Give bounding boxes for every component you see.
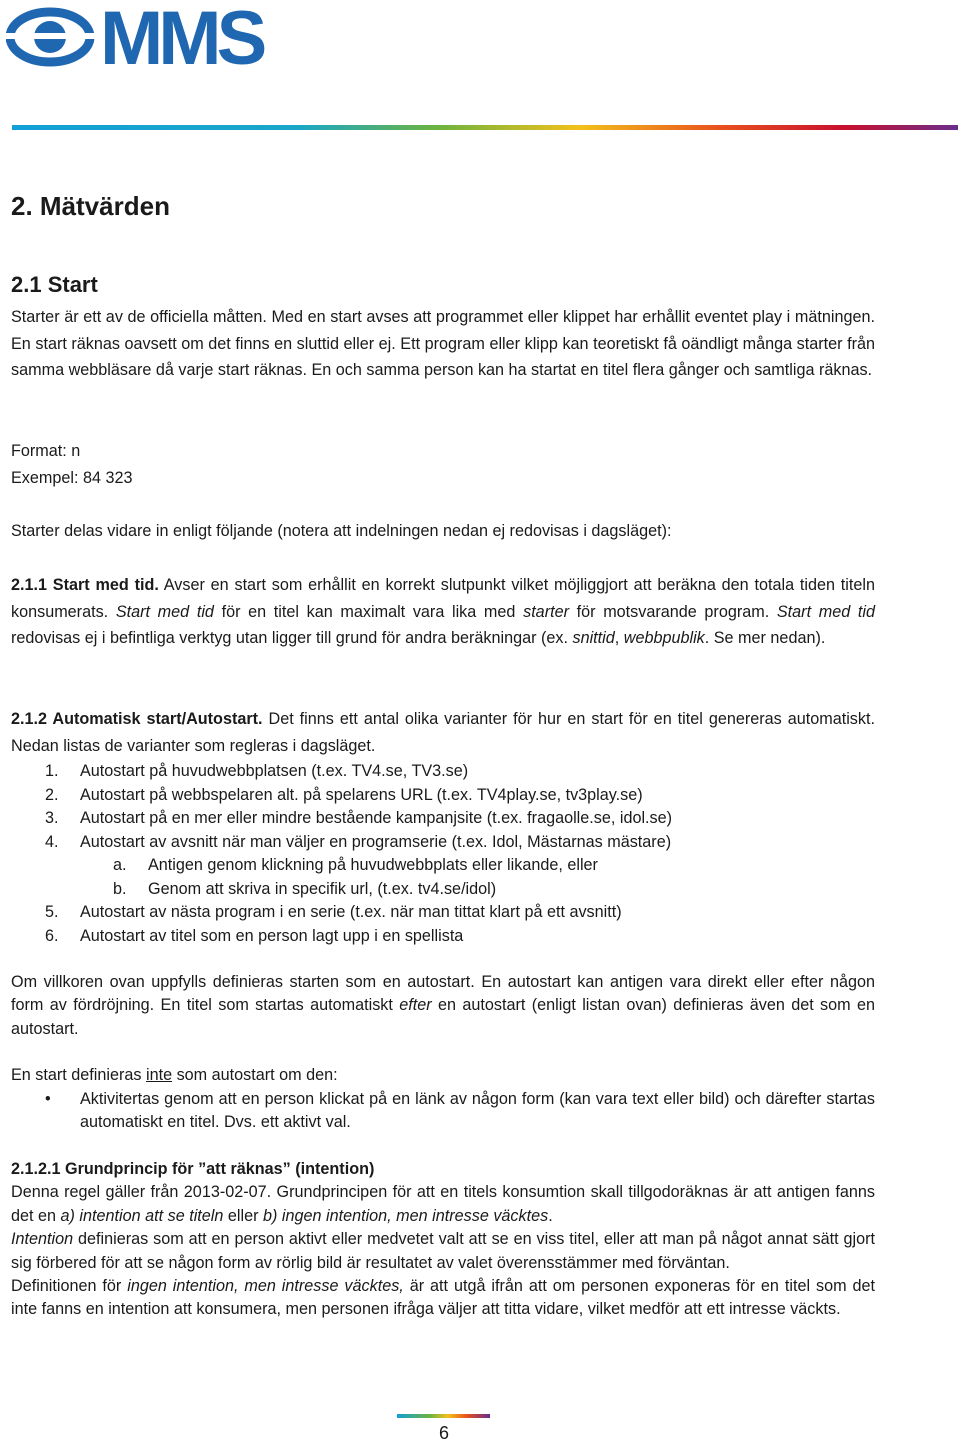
section-2-1-2-1-title: 2.1.2.1 Grundprincip för ”att räknas” (intention) — [11, 1160, 375, 1178]
list-subitem: a. Antigen genom klickning på huvudwebbplats eller likande, eller — [113, 856, 598, 874]
list-item: 2. Autostart på webbspelaren alt. på spelarens URL (t.ex. TV4play.se, tv3play.se) — [45, 785, 643, 804]
section-2-1-2-1: 2.1.2.1 Grundprincip för ”att räknas” (intention) Denna regel gäller från 2013-02-07. Grundprincipen för att en titels konsumtion skall tillgodoräknas är att antigen fanns det en a) intention att se titeln eller b) ingen intention, men intresse väcktes. Intention definieras som att en person aktivt eller medvetet valt att se en viss titel, eller att man på något annat sätt gjort sig förbered för att se någon form av rörlig bild är resultatet av valet överensstämmer med förväntan. Definitionen för ingen intention, men intresse väcktes, är att utgå ifrån att om personen exponeras för en titel som det inte fanns en intention att konsumera, men personen ifråga väljer att titta vidare, vilket medför att ett intresse väckts. — [11, 1160, 875, 1319]
split-intro: Starter delas vidare in enligt följande (notera att indelningen nedan ej redovisas i dagsläget): — [11, 522, 672, 540]
section-2-1-2-title: 2.1.2 Automatisk start/Autostart. — [11, 710, 263, 728]
example-line: Exempel: 84 323 — [11, 469, 133, 487]
list-subitem: b. Genom att skriva in specifik url, (t.ex. tv4.se/idol) — [113, 879, 497, 898]
heading-1: 2. Mätvärden — [11, 191, 170, 221]
intro-paragraph: Starter är ett av de officiella måtten. Med en start avses att programmet eller klippet har erhållit eventet play i mätningen. En start räknas oavsett om det finns en sluttid eller ej. Ett program eller klipp kan teoretiskt få oändligt många starter från samma webbläsare då varje start räknas. En och samma person kan ha startat en titel flera gånger och samtliga räknas. — [11, 308, 875, 380]
page-number: 6 — [438, 1423, 449, 1443]
not-autostart-intro: En start definieras inte som autostart om den: — [11, 1066, 338, 1084]
bullet-icon: • — [45, 1090, 51, 1108]
conditions-paragraph: Om villkoren ovan uppfylls definieras starten som en autostart. En autostart kan antigen vara direkt eller efter någon form av fördröjning. En titel som startas automatiskt efter en autostart (enligt listan ovan) definieras även det som en autostart. — [11, 973, 876, 1038]
logo-wordmark: MMS — [100, 4, 263, 68]
eye-icon — [6, 12, 96, 62]
list-item: 6. Autostart av titel som en person lagt upp i en spellista — [45, 926, 464, 945]
format-line: Format: n — [11, 442, 81, 460]
list-item: 1. Autostart på huvudwebbplatsen (t.ex. TV4.se, TV3.se) — [45, 762, 469, 780]
mms-logo — [6, 4, 266, 68]
section-2-1-2: 2.1.2 Automatisk start/Autostart. Det finns ett antal olika varianter för hur en start för en titel genereras automatiskt. Nedan listas de varianter som regleras i dagsläget. — [11, 710, 875, 755]
heading-2: 2.1 Start — [11, 272, 98, 297]
list-item: 3. Autostart på en mer eller mindre bestående kampanjsite (t.ex. fragaolle.se, idol.se) — [45, 809, 673, 827]
bullet-item: • Aktivitertas genom att en person klickat på en länk av någon form (kan vara text eller bild) och därefter startas automatiskt en titel. Dvs. ett aktivt val. — [45, 1090, 875, 1132]
section-2-1-1-title: 2.1.1 Start med tid. — [11, 576, 159, 594]
header-color-bar — [12, 125, 958, 130]
section-2-1-1: 2.1.1 Start med tid. Avser en start som erhållit en korrekt slutpunkt vilket möjliggjort att beräkna den totala tiden titeln konsumerats. Start med tid för en titel kan maximalt vara lika med starter för motsvarande program. Start med tid redovisas ej i befintliga verktyg utan ligger till grund för andra beräkningar (ex. snittid, webbpublik. Se mer nedan). — [11, 576, 875, 648]
autostart-list — [11, 760, 875, 948]
list-item: 5. Autostart av nästa program i en serie (t.ex. när man tittat klart på ett avsnitt) — [45, 903, 622, 921]
list-item: 4. Autostart av avsnitt när man väljer en programserie (t.ex. Idol, Mästarnas mästare) — [45, 832, 672, 851]
footer-color-bar — [397, 1414, 490, 1418]
